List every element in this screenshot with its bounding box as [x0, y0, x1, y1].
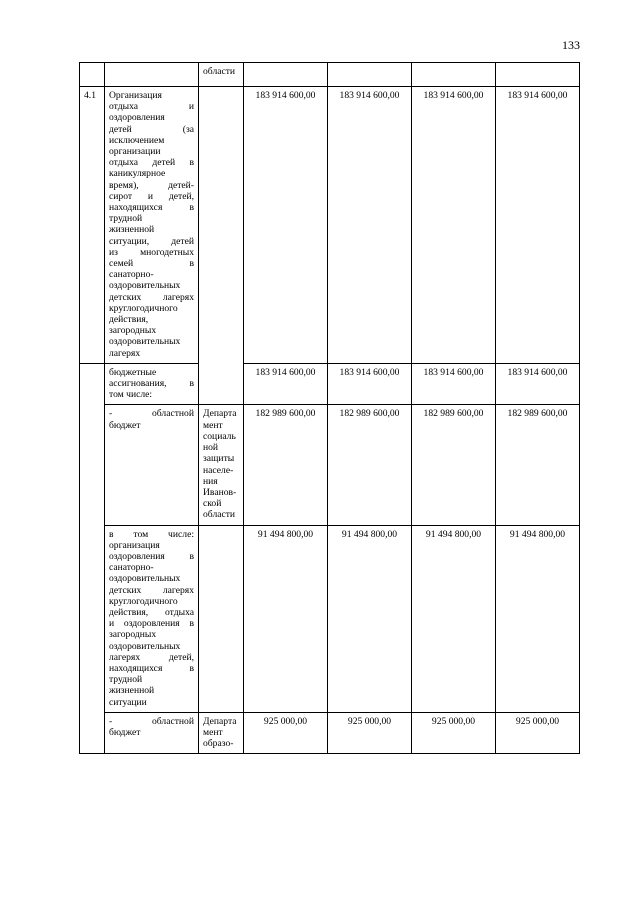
value-cell: 182 989 600,00 — [496, 405, 580, 525]
cell-text-line: детских лагерях — [109, 291, 194, 303]
table-row — [80, 405, 580, 525]
cell-text-line: оздоровления — [109, 112, 165, 124]
cell-text-line: бюджетные — [109, 366, 157, 378]
cell-text-line: время), детей- — [109, 179, 194, 191]
cell-text-line: из многодетных — [109, 246, 194, 258]
value-cell: 91 494 800,00 — [412, 525, 496, 712]
value-cell: 182 989 600,00 — [244, 405, 328, 525]
value-cell: 182 989 600,00 — [412, 405, 496, 525]
cell-text-line: Организация — [109, 90, 162, 101]
executor-cell: Департа мент социаль ной защиты населе- ния Иванов- ской области — [199, 405, 244, 525]
value-cell: 183 914 600,00 — [412, 363, 496, 405]
cell-text-line: действия, — [109, 314, 149, 326]
table-row — [80, 712, 580, 754]
cell-text-line: детских лагерях — [109, 584, 194, 596]
table-cell — [496, 63, 580, 87]
cell-text-line: организация — [109, 539, 160, 551]
cell-text-line: - областной — [109, 408, 194, 420]
cell-text-line: лагерях — [109, 347, 141, 359]
item-name-cell — [105, 405, 199, 525]
cell-text-line: сирот и детей, — [109, 190, 194, 202]
cell-text-line: круглогодичного — [109, 302, 178, 314]
cell-text-line: исключением — [109, 134, 165, 146]
table-cell — [244, 63, 328, 87]
value-cell: 183 914 600,00 — [496, 363, 580, 405]
cell-text-line: детей (за — [109, 123, 194, 135]
table-row — [80, 87, 580, 364]
value-cell: 183 914 600,00 — [244, 363, 328, 405]
cell-text-line: бюджет — [109, 419, 141, 431]
cell-text-line: находящихся в — [109, 202, 194, 214]
cell-text-line: трудной — [109, 213, 143, 225]
table-cell — [328, 63, 412, 87]
cell-text-line: ситуации — [109, 696, 147, 708]
table-cell — [412, 63, 496, 87]
value-cell: 91 494 800,00 — [244, 525, 328, 712]
cell-text-line: загородных — [109, 325, 157, 337]
budget-table — [79, 62, 580, 754]
item-number: 4.1 — [80, 87, 105, 364]
cell-text-line: - областной — [109, 715, 194, 727]
cell-text-line: лагерях детей, — [109, 651, 194, 663]
cell-text-line: действия, отдыха — [109, 606, 194, 618]
value-cell: 925 000,00 — [328, 712, 412, 754]
cell-text-line: семей в — [109, 258, 194, 270]
cell-text-line: круглогодичного — [109, 595, 178, 607]
executor-cell: области — [199, 63, 244, 87]
cell-text-line: в том числе: — [109, 528, 194, 540]
value-cell: 925 000,00 — [412, 712, 496, 754]
cell-text-line: оздоровительных — [109, 640, 181, 652]
cell-text-line: жизненной — [109, 685, 155, 697]
value-cell: 183 914 600,00 — [328, 363, 412, 405]
executor-cell — [199, 525, 244, 712]
cell-text-line: оздоровления в — [109, 550, 194, 562]
value-cell: 91 494 800,00 — [328, 525, 412, 712]
cell-text-line: и оздоровления в — [109, 618, 194, 630]
cell-text-line: жизненной — [109, 224, 155, 236]
executor-cell — [199, 87, 244, 405]
table-cell — [80, 363, 105, 754]
cell-text-line: каникулярное — [109, 168, 166, 180]
value-cell: 925 000,00 — [244, 712, 328, 754]
cell-text-line: трудной — [109, 674, 143, 686]
cell-text-line: находящихся в — [109, 662, 194, 674]
value-cell: 183 914 600,00 — [328, 87, 412, 364]
item-name-cell — [105, 363, 199, 405]
cell-text-line: ассигнования, в — [109, 378, 194, 390]
item-name-cell — [105, 87, 199, 364]
cell-text-line: санаторно- — [109, 562, 154, 574]
item-name-cell — [105, 712, 199, 754]
cell-text-line: отдыха детей в — [109, 157, 194, 169]
cell-text-line: санаторно- — [109, 269, 154, 281]
table-row — [80, 63, 580, 87]
item-name-cell — [105, 525, 199, 712]
table-cell — [80, 63, 105, 87]
table-row — [80, 363, 580, 405]
executor-cell: Департа мент образо- — [199, 712, 244, 754]
table-cell — [105, 63, 199, 87]
value-cell: 183 914 600,00 — [244, 87, 328, 364]
cell-text-line: оздоровительных — [109, 573, 181, 585]
cell-text-line: бюджет — [109, 726, 141, 738]
cell-text-line: оздоровительных — [109, 336, 181, 348]
cell-text-line: организации — [109, 146, 161, 158]
value-cell: 925 000,00 — [496, 712, 580, 754]
table-row — [80, 525, 580, 712]
cell-text-line: ситуации, детей — [109, 235, 194, 247]
value-cell: 182 989 600,00 — [328, 405, 412, 525]
cell-text-line: отдыха и — [109, 101, 194, 113]
cell-text-line: том числе: — [109, 389, 153, 401]
value-cell: 91 494 800,00 — [496, 525, 580, 712]
value-cell: 183 914 600,00 — [412, 87, 496, 364]
page-number: 133 — [562, 38, 580, 52]
value-cell: 183 914 600,00 — [496, 87, 580, 364]
cell-text-line: оздоровительных — [109, 280, 181, 292]
cell-text-line: загородных — [109, 629, 157, 641]
